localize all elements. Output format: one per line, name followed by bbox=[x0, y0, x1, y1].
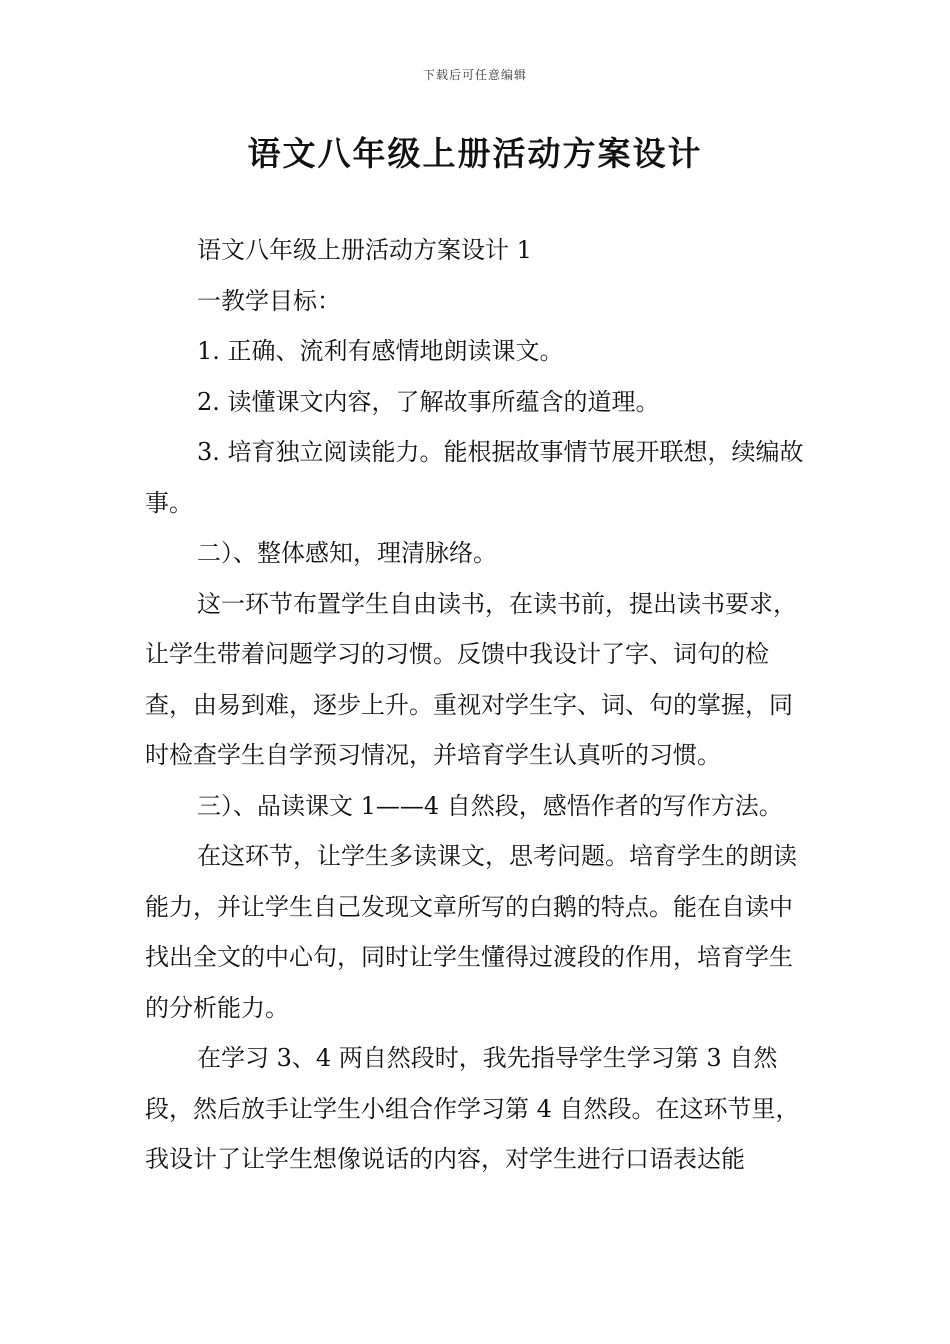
paragraph-step-3-heading: 三）、品读课文 1——4 自然段，感悟作者的写作方法。 bbox=[197, 791, 783, 820]
document-body bbox=[145, 225, 807, 1185]
paragraph-goal-1: 1. 正确、流利有感情地朗读课文。 bbox=[197, 337, 564, 365]
document-title: 语文八年级上册活动方案设计 bbox=[247, 134, 703, 173]
paragraph-goal-2: 2. 读懂课文内容，了解故事所蕴含的道理。 bbox=[197, 387, 660, 416]
paragraph-step-3-continued: 在学习 3、4 两自然段时，我先指导学生学习第 3 自然段，然后放手让学生小组合作学习第 4 自然段。在这环节里，我设计了让学生想像说话的内容，对学生进行口语表达能 bbox=[145, 1044, 800, 1173]
paragraph-step-2-body: 这一环节布置学生自由读书，在读书前，提出读书要求，让学生带着问题学习的习惯。反馈中我设计了字、词句的检查，由易到难，逐步上升。重视对学生字、词、句的掌握，同时检查学生自学预习情况，并培育学生认真听的习惯。 bbox=[145, 589, 797, 769]
paragraph-section-heading: 语文八年级上册活动方案设计 1 bbox=[197, 236, 532, 264]
paragraph-step-2-heading: 二）、整体感知，理清脉络。 bbox=[197, 539, 497, 567]
paragraph-goal-3: 3. 培育独立阅读能力。能根据故事情节展开联想，续编故事。 bbox=[145, 438, 804, 517]
header-note: 下载后可任意编辑 bbox=[422, 68, 527, 82]
paragraph-goals-heading: 一教学目标： bbox=[197, 286, 341, 315]
paragraph-step-3-body: 在这环节，让学生多读课文，思考问题。培育学生的朗读能力，并让学生自己发现文章所写的白鹅的特点。能在自读中找出全文的中心句，同时让学生懂得过渡段的作用，培育学生的分析能力。 bbox=[145, 842, 797, 1022]
